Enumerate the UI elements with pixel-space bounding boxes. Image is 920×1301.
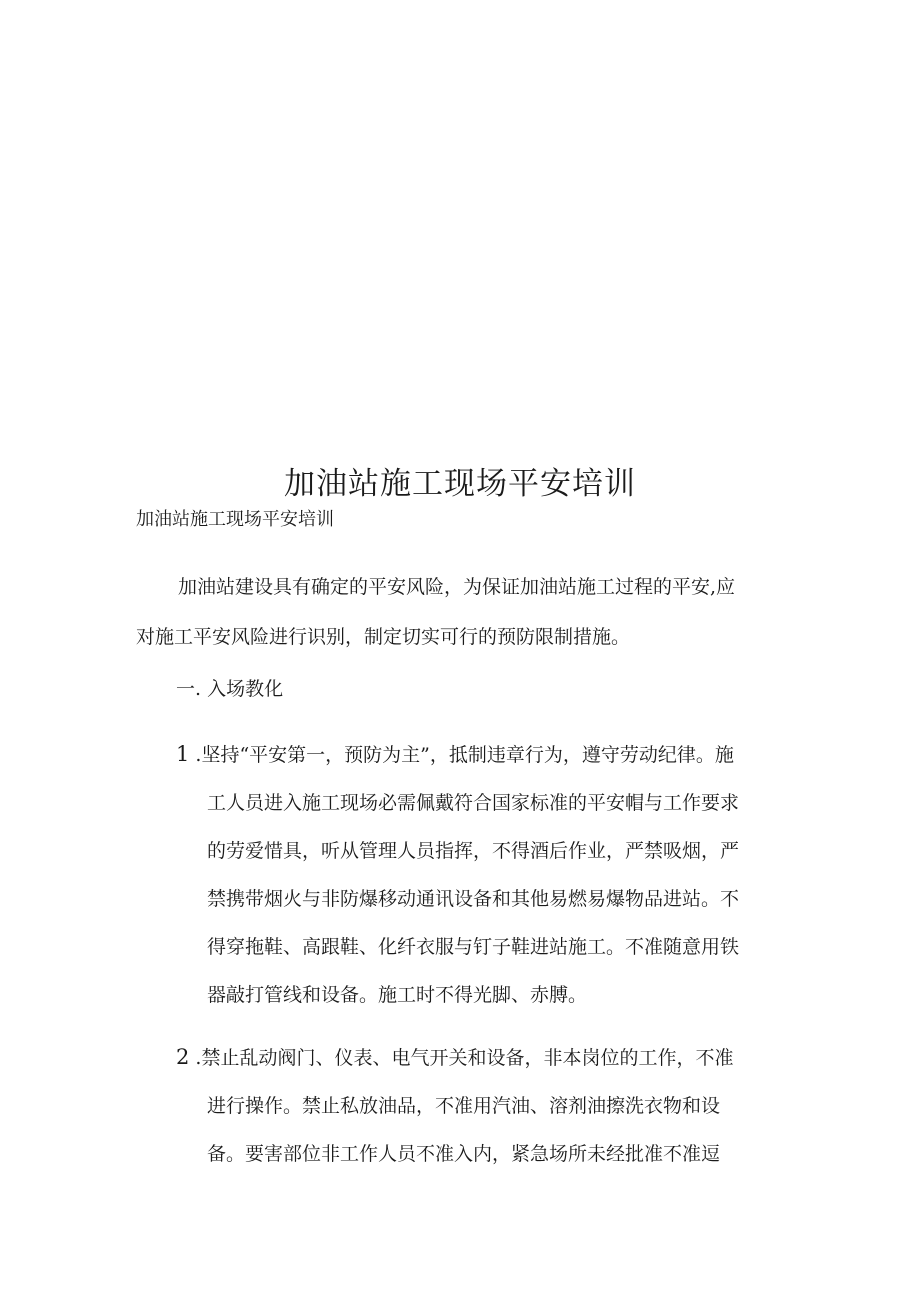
list-item [176,730,796,1019]
list-item-text: .禁止乱动阀门、仪表、电气开关和设备，非本岗位的工作，不准 [189,1047,734,1069]
list-item-line: 工人员进入施工现场必需佩戴符合国家标准的平安帽与工作要求 [207,792,740,814]
intro-paragraph [136,562,776,662]
intro-line-1: 加油站建设具有确定的平安风险，为保证加油站施工过程的平安,应 [178,576,736,598]
document-subtitle: 加油站施工现场平安培训 [136,509,334,530]
list-item-line: 得穿拖鞋、高跟鞋、化纤衣服与钉子鞋进站施工。不准随意用铁 [207,936,740,958]
list-item-line: 器敲打管线和设备。施工时不得光脚、赤膊。 [207,984,588,1006]
intro-line-2: 对施工平安风险进行识别，制定切实可行的预防限制措施。 [136,626,631,648]
list-item-number: 2 [176,1045,190,1069]
list-item-text: .坚持“平安第一，预防为主”，抵制违章行为，遵守劳动纪律。施 [189,744,734,766]
list-item-line: 进行操作。禁止私放油品，不准用汽油、溶剂油擦洗衣物和设 [207,1095,721,1117]
list-item-line: 的劳爱惜具，听从管理人员指挥，不得酒后作业，严禁吸烟，严 [207,840,740,862]
section-heading: 一. 入场教化 [176,678,284,700]
document-title: 加油站施工现场平安培训 [284,466,636,502]
list-item-line: 备。要害部位非工作人员不准入内，紧急场所未经批准不准逗 [207,1143,721,1165]
list-item [176,1033,796,1178]
list-item-number: 1 [176,742,190,766]
list-item-line [176,730,796,779]
list-item-line [176,1033,796,1082]
list-item-line: 禁携带烟火与非防爆移动通讯设备和其他易燃易爆物品进站。不 [207,888,740,910]
